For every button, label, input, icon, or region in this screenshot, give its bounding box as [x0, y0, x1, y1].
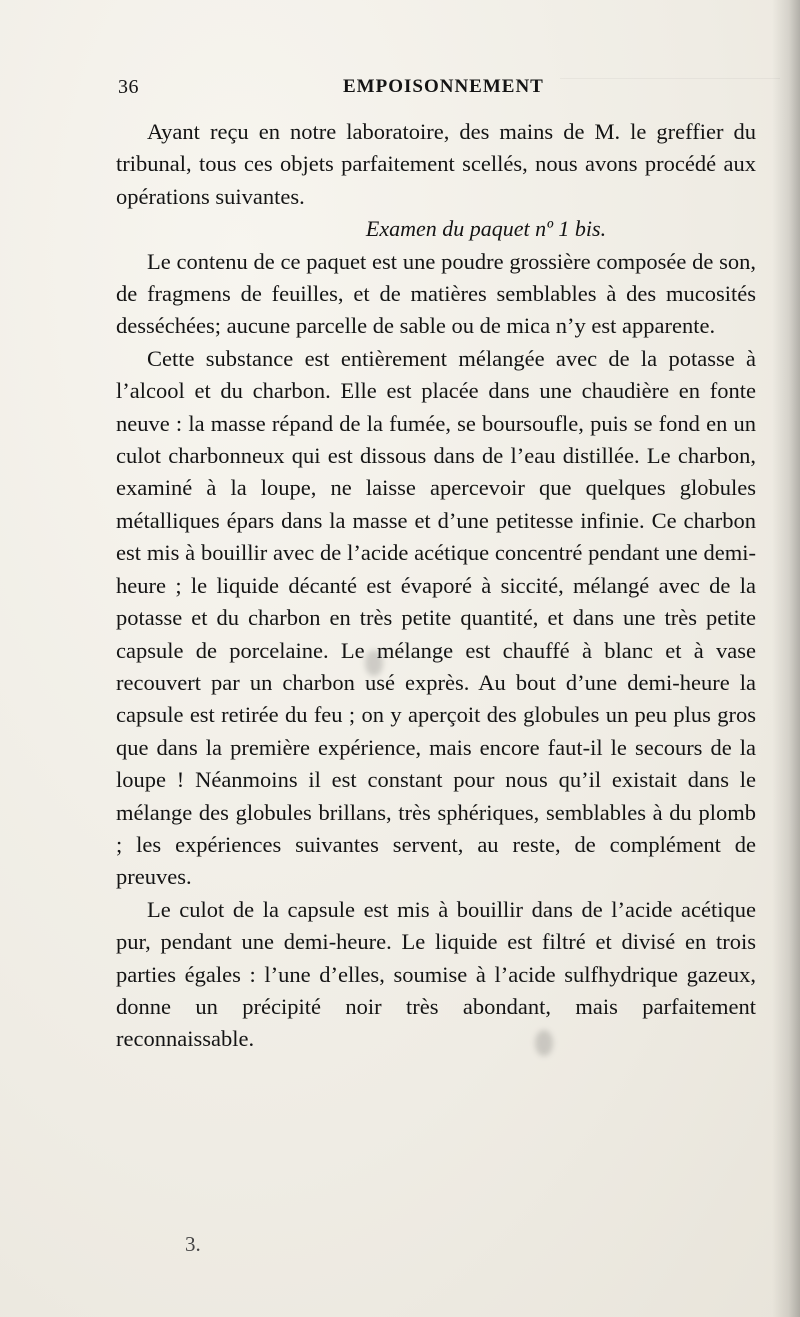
body-text — [116, 116, 756, 1056]
page-number: 36 — [118, 76, 139, 98]
signature-mark: 3. — [185, 1232, 201, 1256]
paragraph: Le culot de la capsule est mis à bouillir dans de l’acide acétique pur, pendant une demi-heure. Le liquide est filtré et divisé en trois parties égales : l’une d’elles, soumise à l’acide sulfhydrique gazeux, donne un précipité noir très abondant, mais parfaitement reconnaissable. — [116, 896, 756, 1052]
running-header — [0, 74, 800, 104]
section-heading: Examen du paquet nº 1 bis. — [365, 216, 607, 242]
intro-paragraph: Ayant reçu en notre laboratoire, des mains de M. le greffier du tribunal, tous ces objets parfaitement scellés, nous avons procédé aux opérations suivantes. — [116, 119, 756, 209]
running-head-title: EMPOISONNEMENT — [343, 76, 544, 97]
paragraph: Le contenu de ce paquet est une poudre grossière composée de son, de fragmens de feuilles, et de matières semblables à des mucosités desséchées; aucune parcelle de sable ou de mica n’y est apparente. — [116, 248, 756, 339]
page-gutter-shadow — [772, 0, 800, 1317]
paragraph: Cette substance est entièrement mélangée avec de la potasse à l’alcool et du charbon. Elle est placée dans une chaudière en fonte neuve : la masse répand de la fumée, se boursoufle, puis se fond en un culot charbonneux qui est dissous dans de l’eau distillée. Le charbon, examiné à la loupe, ne laisse apercevoir que quelques globules métalliques épars dans la masse et d’une petitesse infinie. Ce charbon est mis à bouillir avec de l’acide acétique concentré pendant une demi-heure ; le liquide décanté est évaporé à siccité, mélangé avec de la potasse et du charbon en très petite quantité, et dans une très petite capsule de porcelaine. Le mélange est chauffé à blanc et à vase recouvert par un charbon usé exprès. Au bout d’une demi-heure la capsule est retirée du feu ; on y aperçoit des globules un peu plus gros que dans la première expérience, mais encore faut-il le secours de la loupe ! Néanmoins il est constant pour nous qu’il existait dans le mélange des globules brillans, très sphériques, semblables à du plomb ; les expériences suivantes servent, au reste, de complément de preuves. — [116, 345, 756, 890]
